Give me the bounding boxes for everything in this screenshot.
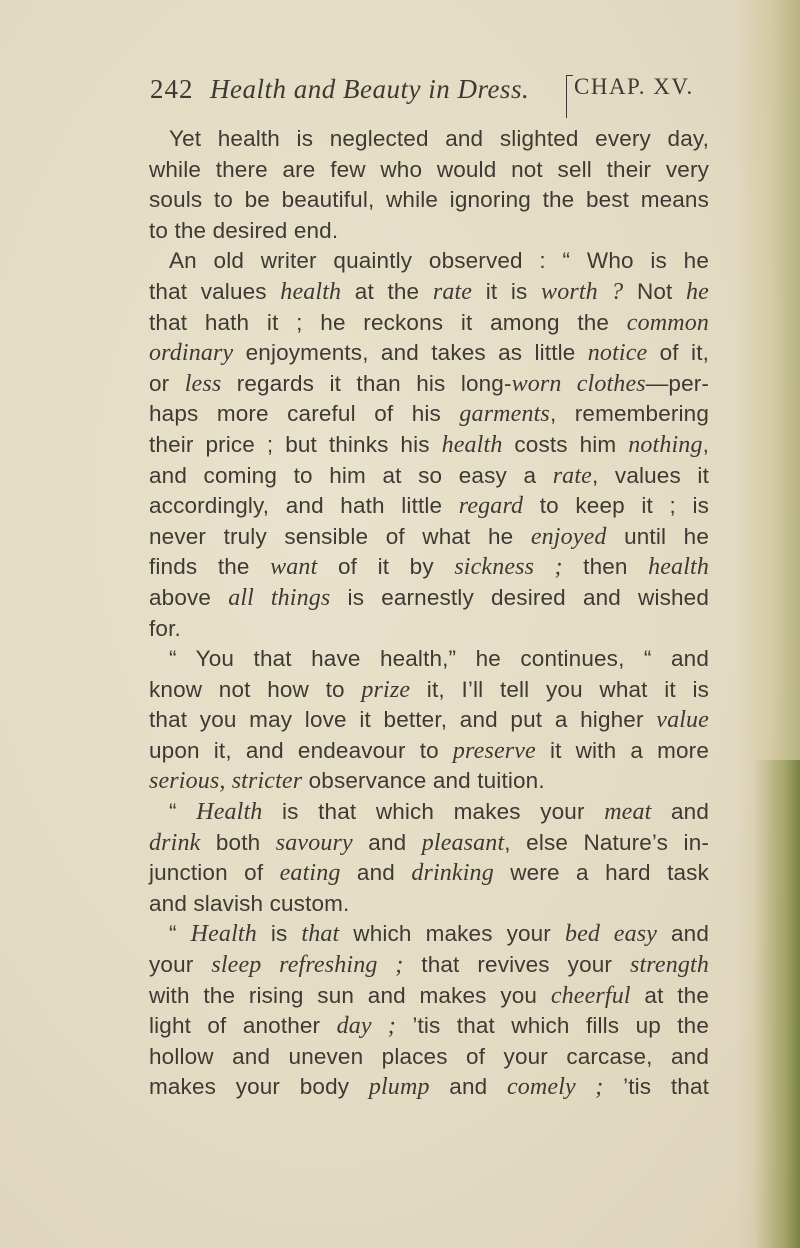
text-run: that values — [149, 278, 281, 304]
text-run: and — [651, 799, 710, 825]
text-line — [149, 155, 709, 186]
text-run: “ — [169, 921, 191, 947]
text-run: finds the — [149, 554, 271, 580]
italic-phrase: drinking — [411, 860, 494, 887]
text-run: is earnestly desired and wished — [330, 584, 709, 610]
text-line — [149, 766, 709, 797]
italic-phrase: rate — [432, 278, 473, 305]
italic-phrase: Health — [196, 799, 263, 826]
italic-phrase: serious, stricter — [149, 768, 303, 795]
text-line — [149, 277, 709, 308]
text-run: at the — [630, 982, 709, 1008]
italic-phrase: all things — [228, 584, 331, 611]
text-line — [149, 797, 709, 828]
text-run: and — [340, 860, 412, 886]
text-run: to the desired end. — [149, 217, 339, 243]
text-run: never truly sensible of what he — [149, 523, 531, 549]
text-run: or — [149, 370, 185, 396]
text-run: it is — [472, 278, 542, 304]
text-line — [149, 858, 709, 889]
text-run: which makes your — [339, 921, 565, 947]
text-run: observance and tuition. — [302, 768, 545, 794]
text-run: , — [702, 431, 709, 457]
italic-phrase: meat — [604, 799, 652, 826]
text-run: An old writer quaintly observed : “ Who is he — [169, 248, 709, 274]
text-line — [149, 919, 709, 950]
text-run: , values it — [591, 462, 709, 488]
text-line — [149, 675, 709, 706]
text-line — [149, 185, 709, 216]
text-run: and slavish custom. — [149, 890, 350, 916]
text-line — [149, 736, 709, 767]
text-run: and — [657, 921, 710, 947]
running-header — [150, 74, 710, 110]
text-line — [149, 950, 709, 981]
italic-phrase: health — [441, 431, 503, 458]
italic-phrase: eating — [279, 860, 341, 887]
page-number: 242 — [150, 74, 194, 104]
text-run: at the — [341, 278, 433, 304]
text-run: of it, — [647, 340, 709, 366]
chapter-label: CHAP. XV. — [566, 74, 694, 100]
text-run: while there are few who would not sell their very — [149, 156, 709, 182]
italic-phrase: notice — [587, 340, 648, 367]
italic-phrase: bed easy — [564, 921, 658, 948]
text-line — [149, 124, 709, 155]
running-title: Health and Beauty in Dress. — [210, 74, 530, 104]
text-line — [149, 491, 709, 522]
text-run: it with a more — [535, 737, 709, 763]
text-run: accordingly, and hath little — [149, 493, 459, 519]
text-run: junction of — [149, 860, 280, 886]
italic-phrase: rate — [552, 462, 592, 489]
text-run: regards it than his long- — [221, 370, 512, 396]
text-run: and — [352, 829, 422, 855]
text-run: that you may love it better, and put a higher — [149, 707, 657, 733]
text-line — [149, 644, 709, 675]
page-edge-stain-lower — [754, 760, 800, 1248]
text-run: their price ; but thinks his — [149, 431, 442, 457]
text-run: costs him — [502, 431, 629, 457]
text-run: both — [200, 829, 276, 855]
italic-phrase: health — [648, 554, 709, 581]
text-run: for. — [149, 615, 181, 641]
italic-phrase: pleasant — [421, 829, 505, 856]
italic-phrase: worth ? — [541, 278, 624, 305]
text-line — [149, 828, 709, 859]
italic-phrase: less — [184, 370, 222, 397]
text-line — [149, 1011, 709, 1042]
italic-phrase: that — [301, 921, 340, 948]
text-line — [149, 981, 709, 1012]
italic-phrase: enjoyed — [530, 523, 607, 550]
text-run: enjoyments, and takes as little — [233, 340, 588, 366]
text-line — [149, 369, 709, 400]
italic-phrase: regard — [458, 493, 524, 520]
italic-phrase: strength — [630, 952, 709, 979]
text-run: and coming to him at so easy a — [149, 462, 553, 488]
italic-phrase: cheerful — [550, 982, 631, 1009]
text-run: above — [149, 584, 229, 610]
italic-phrase: nothing — [628, 431, 703, 458]
text-run: Not — [623, 278, 687, 304]
text-run: , else Nature’s in- — [504, 829, 709, 855]
italic-phrase: value — [656, 707, 709, 734]
text-line — [149, 552, 709, 583]
italic-phrase: comely ; — [506, 1074, 604, 1101]
text-line — [149, 461, 709, 492]
text-line — [149, 583, 709, 614]
italic-phrase: savoury — [275, 829, 353, 856]
text-run: —per- — [645, 370, 710, 396]
body-text — [149, 124, 709, 1103]
italic-phrase: common — [626, 309, 709, 336]
text-line — [149, 522, 709, 553]
text-run: upon it, and endeavour to — [149, 737, 453, 763]
text-run: souls to be beautiful, while ignoring the best means — [149, 187, 709, 213]
text-run: until he — [606, 523, 709, 549]
text-run: hollow and uneven places of your carcase, and — [149, 1043, 709, 1069]
text-line — [149, 399, 709, 430]
text-run: that revives your — [403, 952, 630, 978]
text-line — [149, 308, 709, 339]
text-line — [149, 216, 709, 247]
text-run: it, I’ll tell you what it is — [410, 676, 710, 702]
text-line — [149, 338, 709, 369]
italic-phrase: preserve — [452, 737, 536, 764]
italic-phrase: health — [280, 278, 342, 305]
text-line — [149, 614, 709, 645]
text-run: ’tis that — [603, 1074, 710, 1100]
text-line — [149, 1072, 709, 1103]
text-line — [149, 430, 709, 461]
text-run: then — [562, 554, 649, 580]
text-run: know not how to — [149, 676, 362, 702]
italic-phrase: worn clothes — [511, 370, 646, 397]
italic-phrase: want — [270, 554, 318, 581]
text-run: , remembering — [549, 401, 709, 427]
text-run: ’tis that which fills up the — [395, 1013, 709, 1039]
text-line — [149, 705, 709, 736]
text-run: “ — [169, 799, 197, 825]
italic-phrase: ordinary — [149, 340, 234, 367]
text-run: that hath it ; he reckons it among the — [149, 309, 627, 335]
italic-phrase: he — [686, 278, 709, 305]
text-run: haps more careful of his — [149, 401, 460, 427]
italic-phrase: garments — [459, 401, 550, 428]
text-run: Yet health is neglected and slighted every day, — [169, 126, 709, 151]
text-run: to keep it ; is — [523, 493, 709, 519]
text-run: were a hard task — [493, 860, 709, 886]
text-run: is that which makes your — [262, 799, 605, 825]
text-line — [149, 246, 709, 277]
text-run: “ You that have health,” he continues, “ and — [169, 646, 709, 672]
italic-phrase: sickness ; — [454, 554, 563, 581]
text-run: light of another — [149, 1013, 337, 1039]
text-run: of it by — [317, 554, 455, 580]
text-run: makes your body — [149, 1074, 369, 1100]
italic-phrase: drink — [149, 829, 201, 856]
text-run: your — [149, 952, 212, 978]
text-run: is — [256, 921, 302, 947]
text-run: and — [429, 1074, 507, 1100]
italic-phrase: plump — [368, 1074, 430, 1101]
text-line — [149, 889, 709, 920]
text-line — [149, 1042, 709, 1073]
italic-phrase: Health — [190, 921, 257, 948]
italic-phrase: day ; — [336, 1013, 396, 1040]
text-run: with the rising sun and makes you — [149, 982, 551, 1008]
italic-phrase: prize — [361, 676, 411, 703]
italic-phrase: sleep refreshing ; — [211, 952, 404, 979]
